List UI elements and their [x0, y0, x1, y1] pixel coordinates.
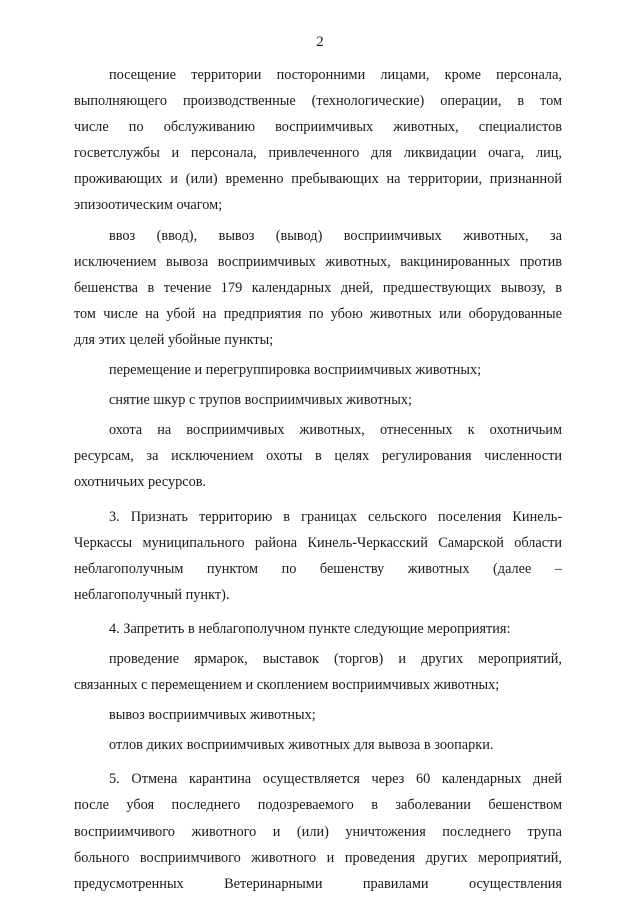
text-line: 4. Запретить в неблагополучном пункте следующие мероприятия:	[109, 620, 511, 637]
paragraph-skinning	[74, 387, 562, 413]
text-line: бешенства в течение 179 календарных дней, предшествующих вывозу, в	[74, 279, 562, 296]
text-line: эпизоотическим очагом;	[74, 197, 223, 214]
text-line: охота на восприимчивых животных, отнесенных к охотничьим	[109, 422, 562, 439]
text-line: 5. Отмена карантина осуществляется через 60 календарных дней	[109, 771, 562, 788]
text-line: восприимчивого животного и (или) уничтожения последнего трупа	[74, 823, 562, 840]
text-line: посещение территории посторонними лицами, кроме персонала,	[109, 67, 562, 83]
text-line: перемещение и перегруппировка восприимчивых животных;	[109, 362, 482, 379]
text-line: ресурсам, за исключением охоты в целях регулирования численности	[74, 448, 562, 465]
page-number: 2	[316, 34, 324, 50]
text-line: для этих целей убойные пункты;	[74, 331, 274, 348]
paragraph-item-5	[74, 766, 562, 896]
paragraph-hunting	[74, 417, 562, 495]
paragraph-removal	[74, 702, 562, 728]
text-line: больного восприимчивого животного и проведения других мероприятий,	[74, 849, 562, 866]
text-line: том числе на убой на предприятия по убою животных или оборудованные	[74, 305, 562, 322]
paragraph-item-3	[74, 504, 562, 608]
paragraph-regrouping	[74, 357, 562, 383]
text-line: 3. Признать территорию в границах сельского поселения Кинель-	[109, 508, 562, 525]
text-line: Черкассы муниципального района Кинель-Черкасский Самарской области	[74, 534, 562, 551]
paragraph-item-4	[74, 616, 562, 642]
text-line: вывоз восприимчивых животных;	[109, 707, 316, 724]
text-line: охотничьих ресурсов.	[74, 474, 207, 491]
text-line: неблагополучный пункт).	[74, 586, 230, 603]
text-line: госветслужбы и персонала, привлеченного для ликвидации очага, лиц,	[74, 145, 562, 162]
document-body	[74, 62, 562, 897]
text-line: ввоз (ввод), вывоз (вывод) восприимчивых животных, за	[109, 227, 562, 244]
text-line: исключением вывоза восприимчивых животных, вакцинированных против	[74, 253, 562, 270]
text-line: выполняющего производственные (технологические) операции, в том	[74, 93, 562, 110]
text-line: проведение ярмарок, выставок (торгов) и других мероприятий,	[109, 650, 562, 667]
text-line: проживающих и (или) временно пребывающих на территории, признанной	[74, 171, 562, 188]
paragraph-fairs	[74, 646, 562, 698]
text-line: отлов диких восприимчивых животных для вывоза в зоопарки.	[109, 737, 494, 754]
paragraph-visitor-restriction	[74, 62, 562, 219]
text-line: предусмотренных Ветеринарными правилами осуществления	[74, 875, 562, 892]
text-line: снятие шкур с трупов восприимчивых животных;	[109, 392, 412, 409]
paragraph-import-export	[74, 223, 562, 353]
text-line: связанных с перемещением и скоплением восприимчивых животных;	[74, 677, 500, 694]
paragraph-capture	[74, 732, 562, 758]
text-line: числе по обслуживанию восприимчивых животных, специалистов	[74, 119, 562, 136]
text-line: после убоя последнего подозреваемого в заболевании бешенством	[74, 797, 562, 814]
text-line: неблагополучным пунктом по бешенству животных (далее –	[74, 560, 562, 577]
